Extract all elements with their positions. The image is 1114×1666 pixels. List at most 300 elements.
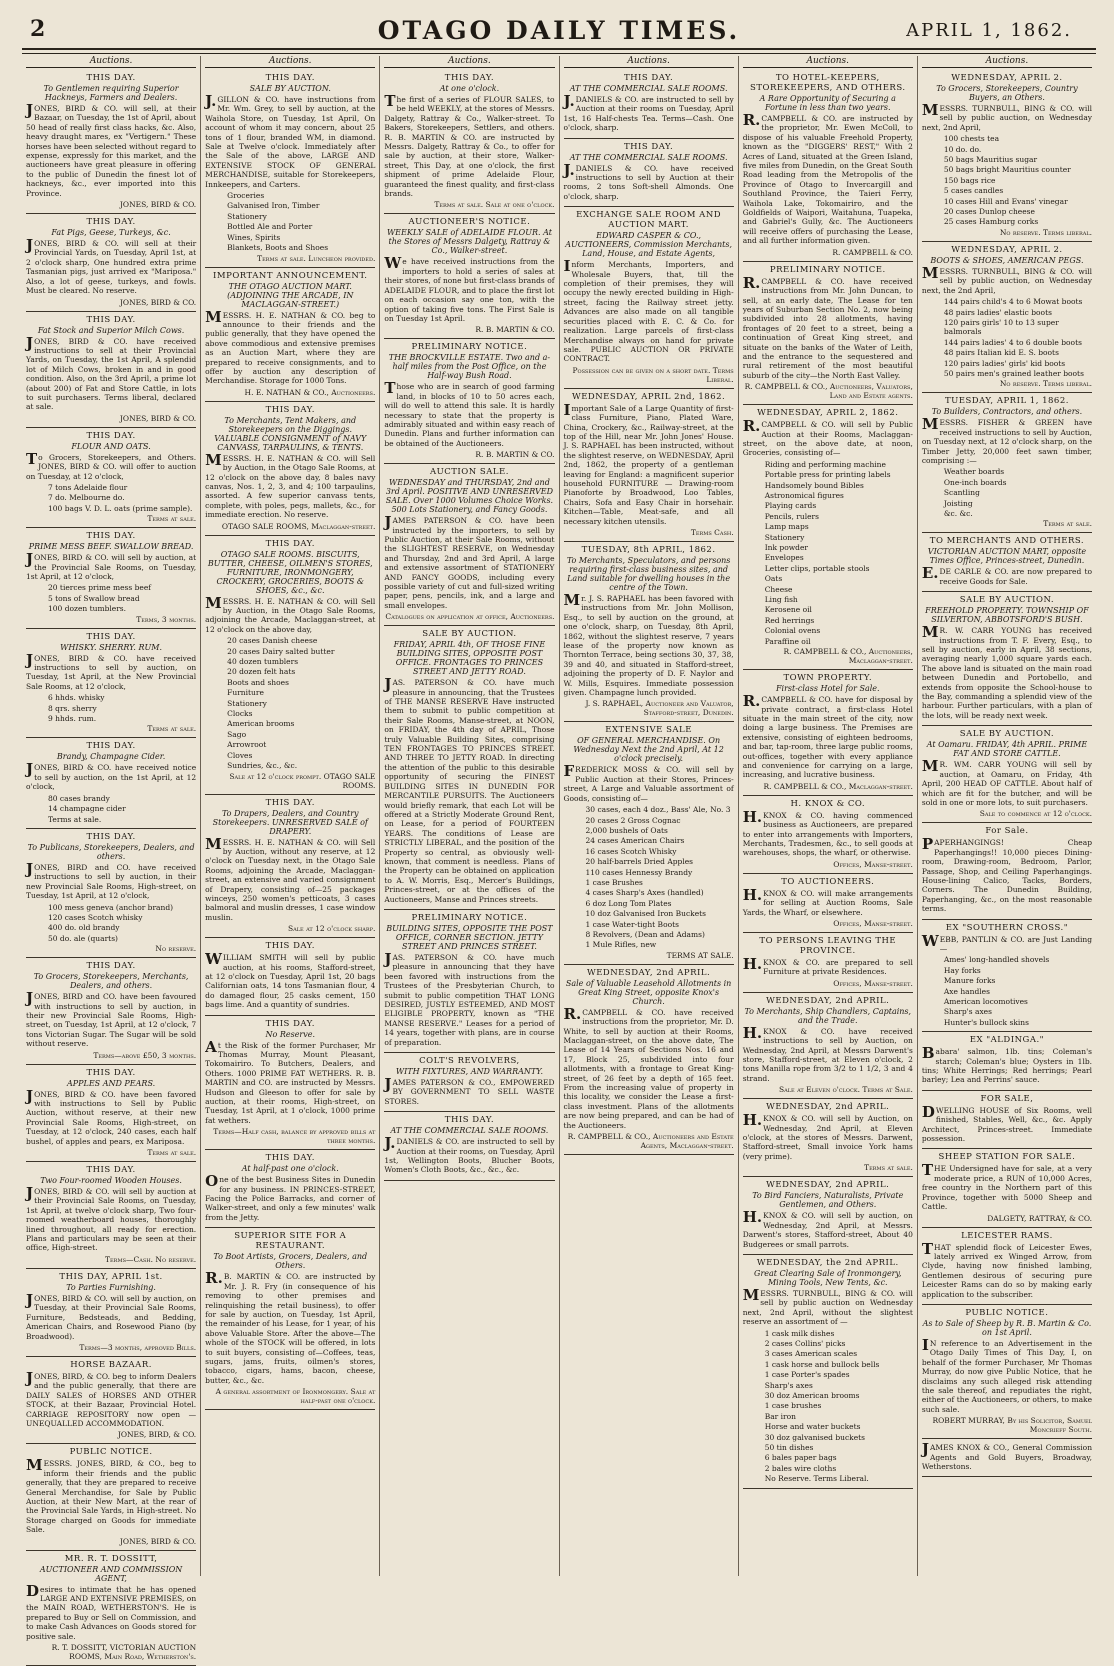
- ad-subheading: FREEHOLD PROPERTY. TOWNSHIP OF SILVERTON, ABBOTSFORD'S BUSH.: [925, 606, 1089, 625]
- ad-signature: OTAGO SALE ROOMS, Maclaggan-street.: [221, 521, 376, 531]
- ad-item-line: Red herrings: [764, 615, 815, 625]
- ad-body: JAMES PATERSON & CO., EMPOWERED BY GOVERNMENT TO SELL WASTE STORES.: [384, 1075, 555, 1106]
- advertisement: [743, 1255, 913, 1489]
- ad-body: R.CAMPBELL & CO. have for disposal by private contract, a first-class Hotel situate in the main street of the city, now doing a large business. The Premises are extensive, consisting of eighteen bedrooms, and bar, tap-room, three large public rooms, out-offices, together with every appliance and convenience for carrying on a large, increasing, and lucrative business.: [742, 692, 913, 780]
- ad-signature: Offices, Manse-street.: [833, 978, 913, 988]
- ad-body: Important Sale of a Large Quantity of first-class Furniture, Piano, Plated Ware, China, Crockery, &c., Railway-street, at the top of the Hill, near Mr. John Jones' House. J. S. RAPHAEL has been instructed, without the slightest reserve, on WEDNESDAY, April 2nd, 1862, the property of a gentleman leaving for England: a magnificent superior household FURNITURE — Drawing-room Pianoforte by Broadwood, Loo Tables, Chairs, Sofa and Easy Chair in horsehair. Kitchen—Table, Meat-safe, and all necessary kitchen utensils.: [563, 400, 734, 526]
- advertisement: [922, 1091, 1092, 1150]
- ad-item-line: Arrowroot: [227, 740, 267, 750]
- ad-item-line: Bar iron: [764, 1411, 796, 1421]
- ad-subheading: As to Sale of Sheep by R. B. Martin & Co. on 1st April.: [922, 1318, 1092, 1337]
- column-4: [560, 56, 739, 1576]
- advertisement: [384, 339, 554, 464]
- ad-body: H.KNOX & CO. have received instructions to sell by Auction, on Wednesday, 2nd April, at Messrs Darwent's store, Stafford-street, at Eleven o'clock, 2 tons Manilla rope from 3/2 to 1 1/2, 3 and 4 strand.: [742, 1023, 913, 1083]
- ad-body: JONES, BIRD & CO. will sell by auction, on Tuesday, at their Provincial Sale Rooms, Furniture, Bedsteads, and Bedding, American Chairs, and Rosewood Piano (by Broadwood).: [26, 1290, 197, 1341]
- ad-body: To Grocers, Storekeepers, and Others. JONES, BIRD & CO. will offer to auction on Tuesday, at 12 o'clock,: [26, 449, 197, 481]
- ad-signature: Terms—Cash. No reserve.: [105, 1254, 197, 1264]
- ad-item-line: 1 case brushes: [764, 1401, 822, 1411]
- ad-heading: PUBLIC NOTICE.: [69, 1447, 153, 1458]
- ad-item-line: 50 bags Mauritius sugar: [943, 155, 1038, 165]
- ad-subheading: To Drapers, Dealers, and Country Storekeepers. UNRESERVED SALE of DRAPERY.: [212, 808, 368, 836]
- ad-subheading: To Boot Artists, Grocers, Dealers, and Others.: [213, 1252, 368, 1271]
- ad-heading: AUCTIONEER'S NOTICE.: [408, 217, 531, 228]
- ad-signature: Terms—above £50, 3 months.: [93, 1050, 197, 1060]
- ad-item-line: Envelopes: [764, 553, 804, 563]
- ad-body: JONES, BIRD & CO. will sell by auction, at the Provincial Sale Rooms, on Tuesday, 1st April, at 12 o'clock,: [26, 550, 197, 581]
- ad-item-line: Playing cards: [764, 501, 817, 511]
- ad-subheading: To Grocers, Storekeepers, Merchants, Dealers, and others.: [33, 972, 189, 991]
- ad-heading: WEDNESDAY, 2nd APRIL.: [766, 1180, 890, 1191]
- column-header: Auctions.: [384, 56, 554, 68]
- advertisement: [26, 829, 196, 958]
- ad-body: H.KNOX & CO. are prepared to sell Furniture at private Residences.: [742, 955, 913, 977]
- ad-heading: THIS DAY.: [86, 961, 136, 972]
- ad-item-line: Furniture: [227, 688, 264, 698]
- advertisement: [922, 393, 1092, 533]
- ad-item-line: 3 cases American scales: [764, 1349, 858, 1359]
- ad-item-line: 144 pairs ladies' 4 to 6 double boots: [943, 337, 1082, 347]
- ad-signature: No reserve. Terms liberal.: [999, 227, 1093, 237]
- ad-item-line: No Reserve. Terms Liberal.: [764, 1474, 869, 1484]
- ad-signature: JONES, BIRD & CO.: [119, 413, 197, 423]
- advertisement: [205, 795, 375, 939]
- advertisement: [922, 920, 1092, 1033]
- ad-item-line: American locomotives: [943, 997, 1028, 1006]
- advertisement: [26, 1162, 196, 1269]
- ad-item-line: Terms at sale.: [48, 814, 102, 824]
- ad-body: JONES, BIRD and CO. have received instructions to sell by auction, in their new Provincial Sale Rooms, High-street, on Tuesday, 1st April, at 12 o'clock,: [26, 859, 197, 901]
- ad-item-line: Boots and shoes: [227, 677, 289, 687]
- ad-item-line: 20 half-barrels Dried Apples: [585, 857, 694, 867]
- ad-body: JONES, BIRD & CO. will sell, at their Bazaar, on Tuesday, the 1st of April, about 50 head of really first class hacks, &c. Also, heavy draught mares, ex "Vertigern." These horses have been selected without regard to expense, expressly for this market, and the auctioneers have great pleasure in offering to the public of Dunedin the finest lot of hackneys, &c., ever imported into this Province.: [26, 101, 197, 198]
- ad-item-line: 16 cases Scotch Whisky: [585, 846, 677, 856]
- ad-item-line: 7 tons Adelaide flour: [48, 482, 128, 492]
- ad-item-line: Cheese: [764, 584, 793, 594]
- ad-item-line: 20 cases Dunlop cheese: [943, 207, 1035, 217]
- ad-body: JAS. PATERSON & CO. have much pleasure in announcing, that the Trustees of THE MANSE RESERVE Have instructed them to submit to public competition at their Sale Rooms, Manse-street, at NOON, on FRIDAY, the 4th day of APRIL, Those truly Valuable Building Sites, comprising TEN FRONTAGES TO PRINCES STREET. AND THREE TO JETTY ROAD. In directing the attention of the public to this desirable opportunity of securing the FINEST BUILDING SITES IN DUNEDIN FOR MERCANTILE PURSUITS. The Auctioneers would briefly remark, that each Lot will be offered at a Strictly Moderate Ground Rent, on Lease, for a period of FOURTEEN YEARS. The conditions of Lease are STRICTLY LIBERAL, and the position of the Property so central, as obviously well-known, that comment is needless. Plans of the Property can be obtained on application to A. W. Morris, Esq., Mercer's Buildings, Princes-street, or at the offices of the Auctioneers, Manse and Princes streets.: [384, 675, 555, 904]
- ad-item-line: Manure forks: [943, 976, 996, 986]
- advertisement: [922, 1032, 1092, 1091]
- ad-item-line: Pencils, rulers: [764, 511, 819, 521]
- ad-item-line: Sharp's axes: [764, 1380, 813, 1390]
- ad-heading: SALE BY AUCTION.: [422, 629, 517, 640]
- ad-item-line: Weather boards: [943, 467, 1005, 477]
- ad-body: DWELLING HOUSE of Six Rooms, well finished, Stables, Well, &c., &c. Apply Architect, Princes-street. Immediate possession.: [921, 1102, 1093, 1144]
- ad-item-line: 120 pairs ladies' girls' kid boots: [943, 358, 1066, 368]
- ad-heading: THIS DAY.: [265, 1018, 315, 1029]
- ad-body: JAMES KNOX & CO., General Commission Agents and Gold Buyers, Broadway, Wetherstons.: [921, 1440, 1093, 1471]
- ad-subheading: Great Clearing Sale of Ironmongery, Mining Tools, New Tents, &c.: [754, 1268, 902, 1287]
- ad-heading: EXCHANGE SALE ROOM AND AUCTION MART.: [576, 210, 722, 231]
- ad-heading: THIS DAY.: [265, 797, 315, 808]
- ad-heading: PRELIMINARY NOTICE.: [411, 342, 528, 353]
- ad-subheading: To Publicans, Storekeepers, Dealers, and others.: [27, 842, 195, 861]
- ad-signature: Sale at Eleven o'clock. Terms at Sale.: [778, 1085, 913, 1095]
- advertisement: [384, 626, 554, 910]
- ad-subheading: To Merchants, Ship Chandlers, Captains, and the Trade.: [744, 1006, 912, 1025]
- ad-subheading: At Oamaru. FRIDAY, 4th APRIL. PRIME FAT AND STORE CATTLE.: [926, 740, 1088, 759]
- ad-item-line: 20 cases Danish cheese: [227, 636, 318, 646]
- advertisement: [205, 938, 375, 1015]
- ad-heading: EX "ALDINGA.": [969, 1035, 1045, 1046]
- advertisement: [384, 70, 554, 214]
- ad-signature: No reserve.: [155, 944, 197, 954]
- ad-item-line: 48 pairs Italian kid E. S. boots: [943, 348, 1059, 358]
- ad-item-line: Stationery: [764, 532, 805, 542]
- advertisement: [743, 933, 913, 993]
- ad-item-line: Sago: [227, 729, 247, 739]
- ad-body: MR. WM. CARR YOUNG will sell by auction, at Oamaru, on Friday, 4th April, 200 HEAD OF CATTLE. About half of which are fit for the butcher, and will be sold in one or more lots, to suit purchasers.: [921, 757, 1093, 807]
- ad-heading: TO AUCTIONEERS.: [781, 876, 875, 887]
- advertisement: [26, 312, 196, 428]
- ad-item-line: 14 champagne cider: [48, 804, 126, 814]
- ad-body: Inform Merchants, Importers, and Wholesale Buyers, that, till the completion of their premises, they will occupy the newly erected building in High-street, facing the Railway street jetty. Advances are also made on all tangible securities placed with E. C. & Co. for realization. Large parcels of first-class Merchandise always on hand for private sale. PUBLIC AUCTION OR PRIVATE CONTRACT.: [563, 257, 734, 364]
- ad-item-line: Sundries, &c., &c.: [227, 761, 298, 771]
- ad-signature: Terms—Half cash, balance by approved bills at three months.: [213, 1127, 376, 1146]
- ad-body: JONES, BIRD & CO. have received instructions to sell by auction, on Tuesday, 1st April, at the New Provincial Sale Rooms, at 12 o'clock,: [26, 650, 197, 691]
- advertisement: [205, 268, 375, 402]
- ad-body: JONES, BIRD & CO. will sell at their Provincial Yards, on Tuesday, April 1st, at 2 o'clock sharp, One hundred extra prime Tasmanian pigs, just arrived ex "Mariposa." Also, a lot of geese, turkeys, and fowls. Must be cleared. No reserve.: [26, 236, 197, 296]
- ad-body: J.DANIELS & CO. are instructed to sell by Auction at their rooms, on Tuesday, April 1st, Wellington Boots, Blucher Boots, Women's Cloth Boots, &c., &c., &c.: [384, 1134, 555, 1175]
- ad-body: J.DANIELS & CO. are instructed to sell by Auction at their rooms on Tuesday, April 1st, 16 Half-chests Tea. Terms—Cash. One o'clock, sharp.: [563, 92, 734, 133]
- ad-signature: R. B. MARTIN & CO.: [475, 450, 555, 460]
- advertisement: [922, 726, 1092, 823]
- ad-item-line: Ink powder: [764, 543, 808, 553]
- ad-item-line: Stationery: [227, 698, 267, 708]
- ad-item-line: Colonial ovens: [764, 626, 821, 636]
- advertisement: [743, 70, 913, 262]
- ad-item-line: American brooms: [227, 719, 295, 729]
- advertisement: [922, 1228, 1092, 1305]
- ad-heading: THIS DAY.: [265, 404, 315, 415]
- advertisement: [26, 1357, 196, 1444]
- ad-signature: R. CAMPBELL & CO., Auctioneers and Estate Agents, Maclaggan-street.: [567, 1132, 734, 1151]
- ad-subheading: VICTORIAN AUCTION MART, opposite Times Office, Princes-street, Dunedin.: [927, 547, 1087, 566]
- ad-subheading: Sale of Valuable Leasehold Allotments in Great King Street, opposite Knox's Church.: [565, 978, 732, 1006]
- ad-heading: THIS DAY.: [86, 1067, 136, 1078]
- ad-item-line: 1 case Porter's spades: [764, 1370, 850, 1380]
- ad-item-line: Axe handles: [943, 986, 990, 996]
- ad-signature: Sale at 12 o'clock prompt. OTAGO SALE ROOMS.: [229, 771, 376, 790]
- advertisement: [922, 70, 1092, 242]
- ad-item-line: 50 bags bright Mauritius counter: [943, 165, 1071, 175]
- ad-heading: THIS DAY.: [265, 1153, 315, 1164]
- advertisement: [205, 1016, 375, 1151]
- ad-body: JONES, BIRD and CO. have been favoured with instructions to sell by auction, in their new Provincial Sale Rooms, High-street, on Tuesday, 1st April, at 12 o'clock, 7 tons Victorian Sugar. The Sugar will be sold without reserve.: [26, 989, 197, 1049]
- ad-heading: THIS DAY.: [86, 531, 136, 542]
- ad-signature: R. CAMPBELL & CO., Maclaggan-street.: [763, 781, 913, 791]
- ad-heading: IMPORTANT ANNOUNCEMENT.: [213, 270, 368, 281]
- ad-signature: Terms at sale. Sale at one o'clock.: [434, 200, 555, 210]
- ad-signature: R. T. DOSSITT, VICTORIAN AUCTION ROOMS, Main Road, Wetherston's.: [51, 1643, 197, 1662]
- ad-signature: TERMS AT SALE.: [666, 950, 734, 960]
- ad-item-line: 110 cases Hennessy Brandy: [585, 867, 693, 877]
- ad-body: MESSRS. JONES, BIRD, & CO., beg to inform their friends and the public generally, that they are prepared to receive General Merchandise, for Sale by Public Auction, at their New Mart, at the rear of the Provincial Sale Yards, in High-street. No Storage charged on Goods for immediate Sale.: [26, 1456, 197, 1535]
- ad-item-line: 48 pairs ladies' elastic boots: [943, 307, 1052, 317]
- ad-body: H.KNOX & CO. will sell by auction, on Wednesday, 2nd April, at Messrs. Darwent's stores, Stafford-street, About 40 Budgerees or small parrots.: [742, 1208, 913, 1249]
- ad-subheading: Brandy, Champagne Cider.: [56, 752, 166, 762]
- advertisement: [384, 1053, 554, 1112]
- advertisement: [743, 874, 913, 933]
- ad-heading: THIS DAY.: [265, 538, 315, 549]
- ad-heading: COLT'S REVOLVERS,: [419, 1056, 520, 1067]
- advertisement: [26, 428, 196, 528]
- advertisement: [384, 910, 554, 1053]
- ad-item-line: 8 Revolvers, (Dean and Adams): [585, 929, 705, 939]
- ad-body: JONES, BIRD & CO. have received instructions to sell at their Provincial Yards, on Tuesday, the 1st April, A splendid lot of Milch Cows, broken in and in good condition. Also, on the 3rd April, a prime lot (about 200) of Fat and Store Cattle, in lots to suit purchasers. Terms liberal, declared at sale.: [26, 333, 197, 412]
- ad-item-line: 400 do. old brandy: [48, 923, 120, 933]
- ad-signature: R. B. MARTIN & CO.: [475, 325, 555, 335]
- ad-body: We have received instructions from the importers to hold a series of sales at their stores, of none but first-class brands of ADELAIDE FLOUR, and to place the first lot on each occasion say one ton, with the option of taking five tons. The First Sale is on Tuesday 1st April.: [384, 254, 555, 323]
- ad-subheading: Two Four-roomed Wooden Houses.: [40, 1176, 182, 1186]
- ad-item-line: Cloves: [227, 750, 253, 760]
- advertisement: [205, 1228, 375, 1410]
- advertisement: [26, 214, 196, 311]
- ad-body: R.CAMPBELL & CO. are instructed by the proprietor, Mr. Ewen McColl, to dispose of his valuable Freehold Property, known as the "DIGGERS' REST," With 2 Acres of Land, situated at the Green Island, five miles from Dunedin, on the Great South Road leading from the Metropolis of the Province of Otago to Invercargill and Southland Province, the Taieri Ferry, Waihola Lake, Tokomairiro, and the Goldfields of Waipori, Waitahuna, Tuapeka, and Gabriel's Gully, &c. The Auctioneers will receive offers of purchasing the Lease, and all further information given.: [742, 111, 913, 246]
- ad-body: JAS. PATERSON & CO. have much pleasure in announcing that they have been favored with instructions from the Trustees of the Presbyterian Church, to submit to public competition THAT LONG DESIRED, JUSTLY ESTEEMED, AND MOST ELIGIBLE PROPERTY, known as "THE MANSE RESERVE." Leases for a period of 14 years, together with plans, are in course of preparation.: [384, 949, 555, 1047]
- ad-subheading: At one o'clock.: [439, 84, 500, 93]
- column-header: Auctions.: [564, 56, 734, 68]
- ad-item-line: 100 mess geneva (anchor brand): [48, 902, 174, 912]
- advertisement: [26, 70, 196, 214]
- ad-body: Desires to intimate that he has opened LARGE AND EXTENSIVE PREMISES, on the MAIN ROAD, WETHERSTON'S. He is prepared to Buy or Sell on Commission, and to make Cash Advances on Goods stored for positive sale.: [26, 1581, 197, 1641]
- column-1: [22, 56, 201, 1662]
- ad-item-line: Bottled Ale and Porter: [227, 222, 313, 232]
- ad-body: H.KNOX & CO. will make arrangements for selling at Auction Rooms, Sale Yards, the Wharf, or elsewhere.: [742, 885, 913, 917]
- column-header: Auctions.: [26, 56, 196, 68]
- advertisement: [384, 1112, 554, 1181]
- ad-body: MESSRS. TURNBULL, BING & CO. will sell by public auction on Wednesday next, 2nd April, without the slightest reserve an assortment of —: [742, 1285, 913, 1327]
- ad-signature: Sale at 12 o'clock sharp.: [287, 924, 376, 934]
- ad-body: MR. W. CARR YOUNG has received instructions from T. F. Every, Esq., to sell by auction, early in April, 38 sections, averaging nearly 1,000 square yards each. The above land is situated on the main road between Dunedin and Portobello, and extends from opposite the School-house to the Bay, commanding a splendid view of the harbour. Further particulars, with a plan of the lots, will be ready next week.: [921, 623, 1093, 720]
- ad-item-line: Kerosene oil: [764, 605, 812, 615]
- ad-subheading: BUILDING SITES, OPPOSITE THE POST OFFICE, CORNER SECTION. JETTY STREET AND PRINCES STREET.: [386, 923, 553, 951]
- ad-heading: AUCTION SALE.: [429, 467, 509, 478]
- column-2: [201, 56, 380, 1576]
- advertisement: [26, 1444, 196, 1550]
- ad-item-line: 50 do. ale (quarts): [48, 933, 118, 943]
- ad-subheading: OTAGO SALE ROOMS. BISCUITS, BUTTER, CHEESE, OILMEN'S STORES, FURNITURE, IRONMONGERY, CROCKERY, GROCERIES, BOOTS & SHOES, &c., &c.: [207, 549, 373, 595]
- ad-item-line: Ames' long-handled shovels: [943, 955, 1050, 965]
- ad-item-line: 80 cases brandy: [48, 793, 110, 803]
- ad-heading: SALE BY AUCTION.: [959, 595, 1055, 606]
- ad-item-line: Sharp's axes: [943, 1007, 992, 1017]
- ad-signature: No reserve. Terms liberal.: [999, 379, 1093, 389]
- ad-body: MESSRS. H. E. NATHAN & CO. will Sell by Auction, in the Otago Sale Rooms, adjoining the Arcade, Maclaggan-street, at 12 o'clock on the above day,: [205, 593, 376, 634]
- ad-subheading: FRIDAY, APRIL 4th, OF THOSE FINE BUILDING SITES, OPPOSITE POST OFFICE. FRONTAGES TO PRINCES STREET AND JETTY ROAD.: [393, 640, 546, 677]
- ad-body: Babara' salmon, 1lb. tins; Coleman's starch; Coleman's blue; Oysters in 1lb. tins; White Herrings; Red herrings; Pearl barley; Lea and Perrins' sauce.: [921, 1044, 1093, 1085]
- advertisement: [743, 405, 913, 670]
- ad-item-line: 2 cases Collins' picks: [764, 1338, 846, 1348]
- ad-body: At the Risk of the former Purchaser, Mr Thomas Murray, Mount Pleasant, Tokomairiro. To Butchers, Dealers, and Others. 1000 PRIME FAT WETHERS. R. B. MARTIN and CO. are instructed by Messrs. Hudson and Gleeson to offer for sale by auction, at their rooms, High-street, on Tuesday, 1st April, at 1 o'clock, 1000 prime fat wethers.: [205, 1037, 376, 1125]
- ad-heading: THIS DAY.: [86, 430, 136, 441]
- ad-heading: THIS DAY.: [86, 314, 136, 325]
- ad-signature: Terms at sale.: [147, 514, 197, 524]
- ad-body: MESSRS. FISHER & GREEN have received instructions to sell by Auction, on Tuesday next, at 12 o'clock sharp, on the Timber Jetty, 20,000 feet sawn timber, comprising :—: [921, 415, 1093, 465]
- advertisement: [26, 629, 196, 739]
- ad-subheading: THE OTAGO AUCTION MART. (ADJOINING THE ARCADE, IN MACLAGGAN-STREET.): [227, 281, 354, 309]
- ad-subheading: WEEKLY SALE of ADELAIDE FLOUR. At the Stores of Messrs Dalgety, Rattray & Co., Walker-street.: [386, 228, 552, 256]
- ad-item-line: 120 pairs girls' 10 to 13 super balmorals: [943, 317, 1059, 337]
- ad-heading: H. KNOX & CO.: [790, 798, 866, 809]
- ad-heading: WEDNESDAY, 2nd APRIL.: [766, 1102, 890, 1113]
- ad-signature: Offices, Manse-street.: [833, 919, 913, 928]
- ad-body: One of the best Business Sites in Dunedin for any business. IN PRINCES-STREET, Facing the Police Barracks, and corner of Walker-street, and only a few minutes' walk from the Jetty.: [205, 1172, 376, 1222]
- column-3: [380, 56, 559, 1576]
- ad-subheading: WHISKY. SHERRY. RUM.: [60, 642, 163, 652]
- ad-subheading: Fat Stock and Superior Milch Cows.: [37, 325, 185, 335]
- ad-signature: R. CAMPBELL & CO.: [832, 247, 913, 257]
- ad-signature: DALGETY, RATTRAY, & CO.: [987, 1213, 1093, 1223]
- masthead: [22, 14, 1096, 50]
- advertisement: [26, 1269, 196, 1357]
- ad-item-line: Galvanised Iron, Timber: [227, 201, 320, 211]
- column-header: Auctions.: [743, 56, 913, 68]
- ad-body: MESSRS. TURNBULL, BING & CO. will sell by public auction, on Wednesday next, the 2nd April,: [921, 263, 1093, 295]
- ad-signature: J. S. RAPHAEL, Auctioneer and Valuator, Stafford-street, Dunedin.: [585, 699, 734, 718]
- ad-signature: JONES, BIRD & CO.: [119, 200, 197, 210]
- ad-item-line: 6 bales paper bags: [764, 1453, 837, 1463]
- ad-body: R.CAMPBELL & CO. have received instructions from Mr. John Duncan, to sell, at an early date, The Lease for ten years of Suburban Section No. 2, now being subdivided into 28 allotments, having frontages of 20 feet to a street, being a continuation of Great King street, and situate on the banks of the Water of Leith, and the entrance to the sequestered and rural retirement of the most beautiful suburb of the city—the North East Valley.: [742, 273, 913, 380]
- ad-body: H.KNOX & CO. having commenced business as Auctioneers, are prepared to enter into arrangements with Importers, Merchants, Tradesmen, &c., to sell goods at warehouses, shops, the wharf, or otherwise.: [742, 807, 913, 858]
- ad-item-line: 150 bags rice: [943, 175, 996, 185]
- ad-item-line: 5 cases candles: [943, 186, 1004, 196]
- ad-heading: MR. R. T. DOSSITT,: [64, 1553, 158, 1564]
- ad-item-line: 1 case Brushes: [585, 877, 643, 887]
- ad-item-line: 100 bags V. D. L. oats (prime sample).: [48, 503, 193, 513]
- ad-heading: THIS DAY.: [86, 741, 136, 752]
- ad-signature: Terms at sale.: [147, 1148, 197, 1158]
- ad-signature: Offices, Manse-street.: [833, 859, 913, 869]
- ad-heading: HORSE BAZAAR.: [70, 1359, 152, 1370]
- ad-item-line: 10 do. do.: [943, 144, 982, 154]
- ad-signature: JONES, BIRD, & CO.: [117, 1430, 197, 1440]
- ad-item-line: Wines, Spirits: [227, 232, 281, 242]
- ad-body: J.DANIELS & CO. have received instructions to sell by Auction at their rooms, 2 tons Soft-shell Almonds. One o'clock, sharp.: [563, 160, 734, 201]
- ad-item-line: Riding and performing machine: [764, 459, 886, 469]
- advertisement: [743, 993, 913, 1099]
- ad-item-line: Handsomely bound Bibles: [764, 480, 864, 490]
- column-5: [739, 56, 918, 1576]
- ad-item-line: One-inch boards: [943, 477, 1007, 487]
- ad-signature: Terms, 3 months.: [136, 614, 197, 624]
- ad-heading: THIS DAY.: [623, 73, 674, 83]
- ad-item-line: Blankets, Boots and Shoes: [227, 243, 329, 253]
- ad-body: JONES, BIRD & CO. will sell by auction at their Provincial Sale Rooms, on Tuesday, 1st April, at twelve o'clock sharp, Two four-roomed weatherboard houses, thoroughly lined throughout, all ready for erection. Plans and particulars may be seen at their office, High-street.: [26, 1184, 197, 1253]
- ad-heading: TOWN PROPERTY.: [783, 673, 873, 684]
- ad-body: MESSRS. H. E. NATHAN & CO. will Sell by Auction, without any reserve, at 12 o'clock on Tuesday next, in the Otago Sale Rooms, adjoining the Arcade, Maclaggan-street, an extensive and varied consignment of Drapery, consisting of—25 packages winceys, 250 women's petticoats, 3 cases balmoral and muslin dresses, 1 case window muslin.: [205, 834, 376, 922]
- advertisement: [205, 70, 375, 268]
- ad-item-line: Ling fish: [764, 595, 798, 605]
- ad-item-line: 1 cask milk dishes: [764, 1328, 835, 1338]
- ad-subheading: At half-past one o'clock.: [241, 1164, 339, 1174]
- ad-body: JAMES PATERSON & CO. have been instructed by the importers, to sell by Public Auction, at their Sale Rooms, without the SLIGHTEST RESERVE, on Wednesday and Thursday, 2nd and 3rd April, A large and extensive assortment of STATIONERY AND FANCY GOODS, including every possible variety of cut and full-sized writing paper, pens, pencils, ink, and a large and small envelopes.: [384, 513, 555, 610]
- ad-item-line: Horse and water buckets: [764, 1422, 861, 1432]
- ad-signature: Terms at sale.: [864, 1163, 913, 1173]
- ad-item-line: 144 pairs child's 4 to 6 Mowat boots: [943, 297, 1083, 307]
- columns-container: [22, 56, 1096, 1662]
- ad-item-line: &c. &c.: [943, 509, 973, 518]
- advertisement: [743, 796, 913, 874]
- ad-subheading: SALE BY AUCTION.: [249, 84, 331, 93]
- ad-body: J.GILLON & CO. have instructions from Mr. Wm. Grey, to sell by auction, at the Waihola Store, on Tuesday, 1st April, On account of whom it may concern, about 25 tons of 1 flour, branded WM, in diamond. Sale at Twelve o'clock. Immediately after the Sale of the above, LARGE AND EXTENSIVE STOCK OF GENERAL MERCHANDISE, suitable for Storekeepers, Innkeepers, and Carters.: [205, 92, 376, 189]
- ad-item-line: 1 case Water-tight Boots: [585, 919, 679, 929]
- ad-item-line: Hunter's bullock skins: [943, 1017, 1029, 1027]
- ad-subheading: First-class Hotel for Sale.: [775, 684, 880, 694]
- ad-body: WILLIAM SMITH will sell by public auction, at his rooms, Stafford-street, at 12 o'clock on Tuesday, April 1st, 20 bags Californian oats, 14 tons Tasmanian flour, 4 do damaged flour, 25 casks cement, 150 bags lime. And a quantity of sundries.: [205, 950, 376, 1010]
- ad-item-line: Letter clips, portable stools: [764, 563, 870, 573]
- ad-item-line: Hay forks: [943, 965, 981, 975]
- ad-item-line: 20 dozen felt hats: [227, 667, 296, 677]
- masthead-rule: [22, 50, 1096, 54]
- ad-item-line: 20 tierces prime mess beef: [48, 583, 152, 593]
- ad-heading: TO PERSONS LEAVING THE PROVINCE.: [759, 936, 897, 956]
- ad-item-line: 9 hhds. rum.: [48, 714, 97, 724]
- ad-body: FREDERICK MOSS & CO. will sell by Public Auction at their Stores, Princes-street, A Large and Valuable assortment of Goods, consisting of—: [563, 762, 734, 803]
- ad-subheading: APPLES AND PEARS.: [66, 1078, 156, 1088]
- advertisement: [743, 670, 913, 796]
- ad-body: Those who are in search of good farming land, in blocks of 10 to 50 acres each, will do well to attend this sale. It is hardly necessary to state that the property is admirably situated and within easy reach of Dunedin. Plans and further information can be obtained of the Auctioneers.: [384, 379, 555, 448]
- ad-heading: EXTENSIVE SALE: [605, 725, 692, 736]
- ad-body: THAT splendid flock of Leicester Ewes, lately arrived ex Winged Arrow, from Clyde, having now finished lambing, Gentlemen desirous of securing pure Leicester Rams can do so by making early application to the subscriber.: [921, 1239, 1093, 1299]
- ad-heading: THIS DAY, APRIL 1st.: [59, 1271, 163, 1282]
- ad-body: JONES, BIRD & CO. have received notice to sell by auction, on the 1st April, at 12 o'clock,: [26, 760, 197, 792]
- ad-item-line: Paraffine oil: [764, 636, 811, 646]
- ad-signature: JONES, BIRD & CO.: [119, 297, 197, 307]
- ad-subheading: No Reserve.: [265, 1029, 316, 1039]
- ad-item-line: Portable press for printing labels: [764, 470, 891, 480]
- ad-heading: FOR SALE,: [980, 1093, 1034, 1104]
- ad-subheading: EDWARD CASPER & CO., AUCTIONEERS, Commission Merchants, Land, House, and Estate Agents,: [565, 231, 732, 259]
- ad-subheading: AT THE COMMERCIAL SALE ROOMS.: [390, 1126, 549, 1136]
- ad-heading: TO MERCHANTS AND OTHERS.: [929, 536, 1085, 547]
- advertisement: [743, 1177, 913, 1255]
- ad-heading: SUPERIOR SITE FOR A RESTAURANT.: [234, 1231, 347, 1252]
- ad-item-line: 120 cases Scotch whisky: [48, 912, 143, 922]
- ad-heading: THIS DAY.: [444, 1115, 495, 1126]
- advertisement: [564, 139, 734, 208]
- ad-heading: PUBLIC NOTICE.: [965, 1307, 1049, 1318]
- ad-heading: SHEEP STATION FOR SALE.: [938, 1152, 1076, 1163]
- ad-item-line: 40 dozen tumblers: [227, 657, 299, 667]
- ad-subheading: To Merchants, Speculators, and persons requiring first-class business sites, and Land suitable for dwelling houses in the centre of the Town.: [566, 556, 731, 592]
- ad-item-line: 1 Mule Rifles, new: [585, 940, 657, 950]
- advertisement: [26, 738, 196, 828]
- ad-signature: Possession can be given on a short date. Terms Liberal.: [572, 365, 734, 384]
- ad-subheading: To Builders, Contractors, and others.: [931, 407, 1083, 417]
- advertisement: [205, 1150, 375, 1228]
- ad-subheading: To Merchants, Tent Makers, and Storekeepers on the Diggings. VALUABLE CONSIGNMENT of NAVY CANVASS, TARPAULINS, & TENTS.: [214, 415, 367, 452]
- ad-subheading: AT THE COMMERCIAL SALE ROOMS.: [569, 84, 728, 93]
- ad-subheading: BOOTS & SHOES, AMERICAN PEGS.: [930, 255, 1084, 265]
- ad-heading: THIS DAY.: [265, 73, 315, 83]
- ad-heading: THIS DAY.: [86, 217, 136, 228]
- ad-item-line: 8 qrs. sherry: [48, 703, 97, 713]
- ad-item-line: 20 cases Dairy salted butter: [227, 646, 335, 656]
- ad-subheading: AT THE COMMERCIAL SALE ROOMS.: [569, 152, 728, 162]
- ad-body: MESSRS. H. E. NATHAN & CO. will Sell by Auction, in the Otago Sale Rooms, at 12 o'clock on the above day, 8 bales navy canvas, Nos. 1, 2, 3, and 4; 100 tarpaulins, assorted. A few superior canvass tents, complete, with poles, pegs, mallets, &c., for immediate erection. No reserve.: [205, 450, 376, 520]
- ad-item-line: 50 pairs men's grained leather boots: [943, 368, 1084, 378]
- advertisement: [743, 262, 913, 405]
- newspaper-title: OTAGO DAILY TIMES.: [377, 16, 741, 45]
- ad-heading: WEDNESDAY, APRIL 2.: [951, 73, 1063, 83]
- ad-item-line: 30 cases, each 4 doz., Bass' Ale, No. 3: [585, 805, 731, 815]
- ad-subheading: WEDNESDAY and THURSDAY, 2nd and 3rd April. POSITIVE AND UNRESERVED SALE. Over 1000 Volumes Choice Works. 500 Lots Stationery, and Fancy Goods.: [385, 478, 554, 515]
- ad-body: IN reference to an Advertisement in the Otago Daily Times of This Day, I, on behalf of the former Purchaser, Mr Thomas Murray, do now give Public Notice, that he disclaims any such alleged risk attending the sale thereof, and repudiates the right, either of the Auctioneers, or others, to make such sale.: [921, 1335, 1093, 1414]
- ad-item-line: 2,000 bushels of Oats: [585, 825, 668, 835]
- ad-body: H.KNOX & CO. will sell by Auction, on Wednesday, 2nd April, at Eleven o'clock, at the stores of Messrs. Darwent, Stafford-street, Small invoice York hams (very prime).: [742, 1111, 913, 1161]
- ad-heading: THIS DAY.: [444, 73, 495, 83]
